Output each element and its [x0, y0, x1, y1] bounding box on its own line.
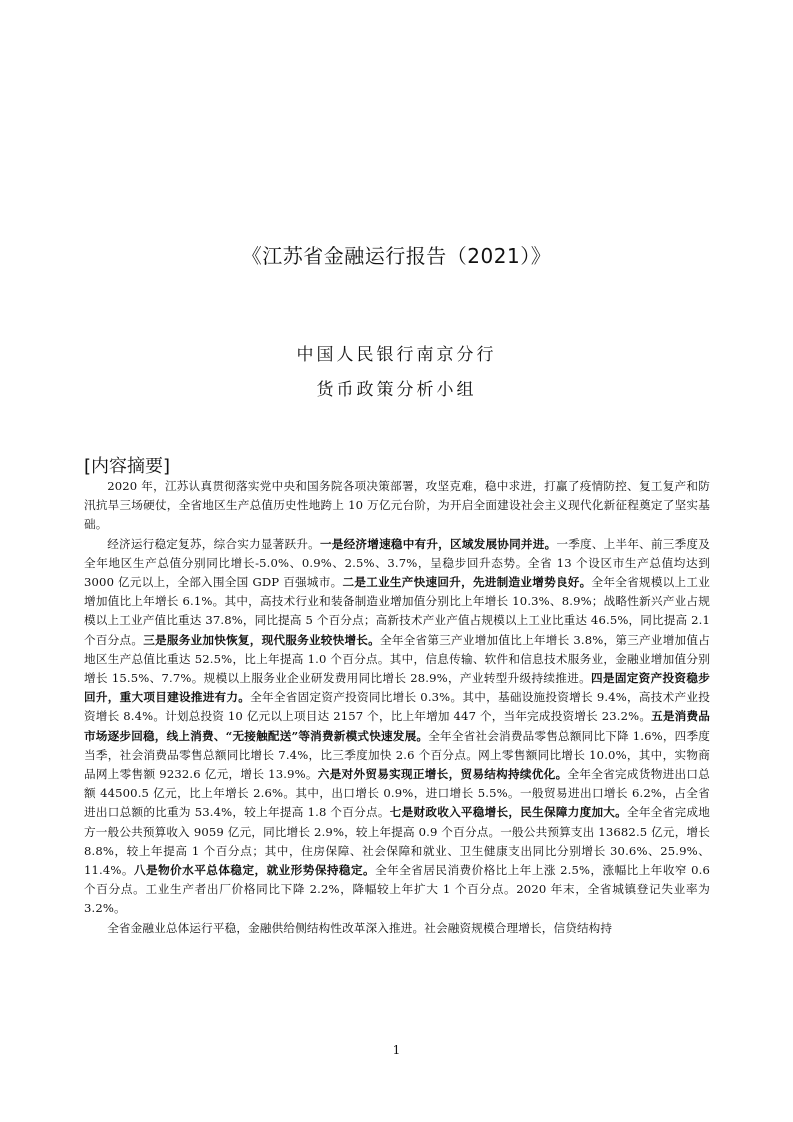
author-institution: 中国人民银行南京分行 — [296, 345, 497, 365]
paragraph-text: 全年全省规模以上工业增加值比上年增长 6.1%。其中，高技术行业和装备制造业增加值分别比上年增长 10.3%、8.9%；战略性新兴产业占规模以上工业产值比重达 37.8%，同比提高 5 个百分点；高新技术产业产值占规模以上工业比重达 46.5%，同比提高 2.1 个百分点。 — [84, 575, 710, 647]
abstract-body — [84, 477, 710, 938]
abstract-paragraph-1: 2020 年，江苏认真贯彻落实党中央和国务院各项决策部署，攻坚克难，稳中求进，打赢了疫情防控、复工复产和防汛抗旱三场硬仗，全省地区生产总值历史性地跨上 10 万亿元台阶，为开启全面建设社会主义现代化新征程奠定了坚实基础。 — [84, 479, 710, 532]
bold-highlight: 三是服务业加快恢复，现代服务业较快增长。 — [143, 632, 380, 647]
paragraph-text: 全年全省社会消费品零售总额同比下降 1.6%，四季度当季，社会消费品零售总额同比增长 7.4%，比三季度加快 2.6 个百分点。网上零售额同比增长 10.0%，其中，实物商品网上零售额 9232.6 亿元，增长 13.9%。 — [84, 728, 711, 782]
bold-highlight: 七是财政收入平稳增长，民生保障力度加大。 — [389, 805, 628, 820]
page-number: 1 — [392, 1043, 401, 1057]
paragraph-text: 全年全省完成货物进出口总额 44500.5 亿元，比上年增长 2.6%。其中，出口增长 0.9%，进口增长 5.5%。一般贸易进出口增长 6.2%，占全省进出口总额的比重为 53.4%，较上年提高 1.8 个百分点。 — [84, 767, 710, 820]
bold-highlight: 四是固定资产投资稳步回升，重大项目建设推进有力。 — [84, 671, 710, 705]
paragraph-text: 全年全省完成地方一般公共预算收入 9059 亿元，同比增长 2.9%，较上年提高 0.9 个百分点。一般公共预算支出 13682.5 亿元，增长 8.8%，较上年提高 1 个百分点；其中，住房保障、社会保障和就业、卫生健康支出同比分别增长 30.6%、25.9%、11.4%。 — [84, 805, 710, 878]
abstract-paragraph-3: 全省金融业总体运行平稳，金融供给侧结构性改革深入推进。社会融资规模合理增长，信贷结构持 — [107, 920, 613, 935]
paragraph-text: 全年全省居民消费价格比上年上涨 2.5%，涨幅比上年收窄 0.6 个百分点。工业生产者出厂价格同比下降 2.2%，降幅较上年扩大 1 个百分点。2020 年末，全省城镇登记失业率为 3.2%。 — [84, 863, 710, 916]
section-heading: [内容摘要] — [84, 456, 171, 477]
paragraph-text: 一季度、上半年、前三季度及全年地区生产总值分别同比增长-5.0%、0.9%、2.5%、3.7%，呈稳步回升态势。全省 13 个设区市生产总值均达到 3000 亿元以上，全部入围全国 GDP 百强城市。 — [84, 536, 710, 590]
abstract-paragraph-2 — [84, 535, 710, 919]
bold-highlight: 六是对外贸易实现正增长，贸易结构持续优化。 — [317, 767, 568, 782]
author-group: 货币政策分析小组 — [316, 380, 477, 400]
bold-highlight: 五是消费品市场逐步回稳，线上消费、“无接触配送”等消费新模式快速发展。 — [84, 709, 710, 743]
paragraph-text: 经济运行稳定复苏，综合实力显著跃升。 — [107, 536, 320, 551]
paragraph-text: 全年全省第三产业增加值比上年增长 3.8%，第三产业增加值占地区生产总值比重达 52.5%，比上年提高 1.0 个百分点。其中，信息传输、软件和信息技术服务业，金融业增加值分别增长 15.5%、7.7%。规模以上服务业企业研发费用同比增长 28.9%，产业转型升级持续推进。 — [84, 632, 710, 686]
document-title: 《江苏省金融运行报告（2021）》 — [241, 244, 552, 268]
bold-highlight: 二是工业生产快速回升，先进制造业增势良好。 — [342, 575, 592, 590]
bold-highlight: 一是经济增速稳中有升，区域发展协同并进。 — [319, 536, 557, 551]
paragraph-text: 全年全省固定资产投资同比增长 0.3%。其中，基础设施投资增长 9.4%，高技术产业投资增长 8.4%。计划总投资 10 亿元以上项目达 2157 个，比上年增加 447 个，当年完成投资增长 23.2%。 — [84, 690, 710, 724]
bold-highlight: 八是物价水平总体稳定，就业形势保持稳定。 — [133, 863, 376, 878]
